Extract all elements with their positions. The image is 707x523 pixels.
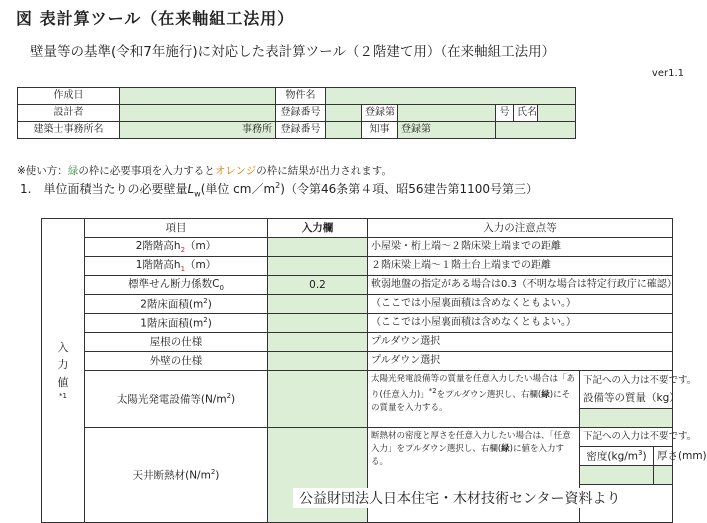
ceiling-note [368, 428, 580, 523]
solar-mass-input[interactable] [580, 409, 673, 428]
solar-note-a: 太陽光発電設備等の質量を任意入力したい場合は「あり(任意入力)」 [371, 374, 576, 400]
office-reg-number-label: 登録番号 [276, 122, 326, 139]
density-input[interactable] [580, 466, 654, 485]
created-date-label: 作成日 [18, 88, 120, 105]
header-item: 項目 [85, 219, 268, 238]
solar-note-bold: 緑 [541, 390, 550, 400]
ceiling-insulation-select[interactable] [268, 428, 368, 523]
row-label: 外壁の仕様 [85, 352, 268, 371]
roof-spec-select[interactable] [268, 333, 368, 352]
solar-label-sup: 2 [226, 391, 232, 400]
row-label-text: 2階階高h [135, 239, 181, 252]
thickness-input[interactable] [654, 466, 673, 485]
density-label-text: 密度(kg/m [586, 450, 639, 463]
designer-reg-number-label: 登録番号 [276, 105, 326, 122]
section-1-unit: (単位 cm／m [200, 182, 276, 196]
row-label [85, 314, 268, 333]
solar-no-input-note: 下記への入力は不要です。 [580, 371, 673, 390]
figure-title: 図 表計算ツール（在来軸組工法用） [16, 9, 295, 28]
input-values-side-label [42, 219, 85, 523]
row-label-text: 1階階高h [135, 258, 181, 271]
source-credit: 公益財団法人日本住宅・木材技術センター資料より [293, 488, 626, 508]
designer-name-input[interactable] [538, 105, 576, 122]
ceiling-label-unit: ) [215, 469, 220, 482]
office-suffix: 事務所 [242, 124, 272, 135]
first-floor-height-input[interactable] [268, 257, 368, 276]
lw-subscript: w [194, 189, 201, 199]
solar-label-text: 太陽光発電設備等(N/m [116, 393, 227, 406]
tool-subtitle: 壁量等の基準(令和7年施行)に対応した表計算ツール（２階建て用）（在来軸組工法用） [30, 44, 556, 60]
input-table [41, 218, 707, 523]
usage-instructions [17, 163, 392, 178]
office-reg-pref-input[interactable] [326, 122, 362, 139]
version-label: ver1.1 [651, 68, 684, 79]
office-name-label: 建築士事務所名 [18, 122, 120, 139]
header-input: 入力欄 [268, 219, 368, 238]
solar-equipment-select[interactable] [268, 371, 368, 428]
instructions-mid: の枠に必要事項を入力すると [78, 165, 215, 177]
row-label-unit: ) [207, 298, 212, 311]
section-1-suffix: )（令第46条第４項、昭56建告第1100号第三） [280, 182, 539, 196]
row-label-unit: （m） [185, 239, 217, 252]
row-note: ２階床梁上端～１階土台上端までの距離 [368, 257, 673, 276]
density-label [580, 447, 654, 466]
row-note: プルダウン選択 [368, 352, 673, 371]
table-row [42, 276, 673, 295]
instructions-orange: オレンジ [214, 165, 257, 177]
designer-go-label: 号 [496, 105, 514, 122]
row-label: 屋根の仕様 [85, 333, 268, 352]
designer-input[interactable] [120, 105, 276, 122]
designer-reg-pref-input[interactable] [326, 105, 362, 122]
row-label [85, 295, 268, 314]
section-1-unit-sup: 2 [275, 181, 281, 190]
density-label-unit: ) [642, 450, 647, 463]
created-date-input[interactable] [120, 88, 276, 105]
solar-mass-label: 設備等の質量（kg） [580, 390, 673, 409]
solar-note-c: )にその質量を入力する。 [371, 390, 571, 414]
row-label-sup: 2 [203, 296, 208, 305]
solar-note-mark: *2 [428, 387, 437, 396]
table-row [42, 314, 673, 333]
ceiling-note-a: 断熱材の密度と厚さを任意入力したい場合は、「任意入力」をプルダウン選択し、右欄( [371, 431, 571, 455]
ceiling-note-b: )に値を入力する。 [371, 444, 564, 468]
office-reg-extra-input[interactable] [496, 122, 576, 139]
solar-equipment-label [85, 371, 268, 428]
row-label-unit: （m） [185, 258, 217, 271]
office-reg-no-label: 登録第 [401, 124, 431, 135]
exterior-wall-spec-select[interactable] [268, 352, 368, 371]
second-floor-area-input[interactable] [268, 295, 368, 314]
instructions-suffix: の枠に結果が出力されます。 [256, 165, 392, 177]
table-row [42, 333, 673, 352]
side-label-mark: *1 [59, 392, 67, 401]
row-note: プルダウン選択 [368, 333, 673, 352]
solar-note-b: をプルダウン選択し、右欄( [436, 390, 542, 400]
designer-name-label: 氏名 [514, 105, 538, 122]
density-label-sup: 3 [638, 448, 643, 457]
section-1-prefix: 1. 単位面積当たりの必要壁量 [20, 182, 188, 196]
row-note: 軟弱地盤の指定がある場合は0.3（不明な場合は特定行政庁に確認） [368, 276, 673, 295]
first-floor-area-input[interactable] [268, 314, 368, 333]
instructions-green: 緑 [67, 165, 79, 177]
property-name-input[interactable] [326, 88, 576, 105]
second-floor-height-input[interactable] [268, 238, 368, 257]
ceiling-note-bold: 緑 [501, 444, 510, 455]
row-label-text: 2階床面積(m [140, 298, 204, 311]
instructions-prefix: ※使い方： [17, 165, 68, 177]
side-label-text: 入力値 [57, 340, 69, 389]
row-label-text: 標準せん断力係数C [128, 277, 220, 290]
table-row [42, 238, 673, 257]
table-row [42, 295, 673, 314]
designer-reg-no-label: 登録第 [362, 105, 398, 122]
row-note: （ここでは小屋裏面積は含めなくともよい。） [368, 295, 673, 314]
header-notes: 入力の注意点等 [368, 219, 673, 238]
solar-note [368, 371, 580, 428]
lw-symbol: L [187, 182, 195, 196]
designer-reg-no-input[interactable] [398, 105, 496, 122]
shear-coefficient-input[interactable]: 0.2 [268, 276, 368, 295]
property-name-label: 物件名 [276, 88, 326, 105]
row-label-text: 1階床面積(m [140, 317, 204, 330]
ceiling-label-sup: 2 [210, 467, 216, 476]
table-row [42, 352, 673, 371]
solar-label-unit: ) [231, 393, 236, 406]
thickness-label: 厚さ(mm) [654, 447, 673, 466]
row-label-sup: 2 [203, 315, 208, 324]
office-reg-no-input[interactable] [398, 122, 496, 139]
ceiling-no-input-note: 下記への入力は不要です。 [580, 428, 673, 447]
row-label [85, 276, 268, 295]
ceiling-insulation-label [85, 428, 268, 523]
office-name-input[interactable] [120, 122, 276, 139]
row-label-unit: ) [207, 317, 212, 330]
governor-label: 知事 [362, 122, 398, 139]
designer-label: 設計者 [18, 105, 120, 122]
row-label-sub: 1 [180, 264, 186, 273]
row-label [85, 238, 268, 257]
row-label-sub: 2 [180, 245, 186, 254]
project-info-table [17, 87, 576, 139]
row-label [85, 257, 268, 276]
ceiling-label-text: 天井断熱材(N/m [132, 469, 211, 482]
row-note: （ここでは小屋裏面積は含めなくともよい。） [368, 314, 673, 333]
section-1-heading [20, 180, 538, 198]
table-row [42, 257, 673, 276]
row-label-sub: 0 [219, 283, 224, 292]
row-note: 小屋梁・桁上端～２階床梁上端までの距離 [368, 238, 673, 257]
